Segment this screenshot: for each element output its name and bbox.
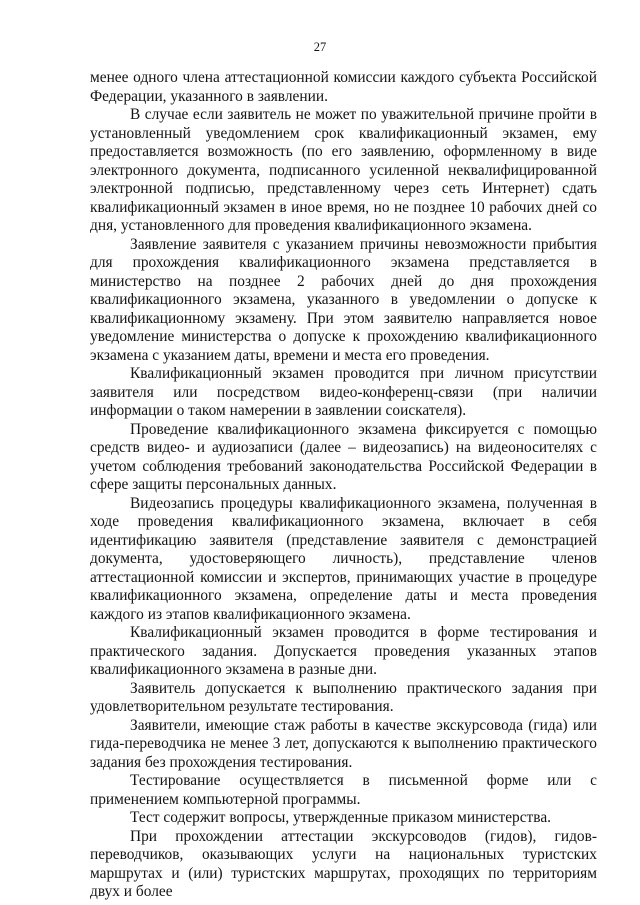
paragraph-3: Заявление заявителя с указанием причины невозможности прибытия для прохождения квалификационного экзамена представляется в министерство на позднее 2 рабочих дней до дня прохождения квалификационного экзамена, указанного в уведомлении о допуске к квалификационному экзамену. При этом заявителю направляется новое уведомление министерства о допуске к прохождению квалификационного экзамена с указанием даты, времени и места его проведения. [90, 235, 597, 364]
paragraph-1: менее одного члена аттестационной комиссии каждого субъекта Российской Федерации, указанного в заявлении. [90, 69, 597, 105]
paragraph-2: В случае если заявитель не может по уважительной причине пройти в установленный уведомлением срок квалификационный экзамен, ему предоставляется возможность (по его заявлению, оформленному в виде электронного документа, подписанного усиленной неквалифицированной электронной подписью, представленному через сеть Интернет) сдать квалификационный экзамен в иное время, но не позднее 10 рабочих дней со дня, установленного для проведения квалификационного экзамена. [90, 106, 597, 234]
paragraph-7: Квалификационный экзамен проводится в форме тестирования и практического задания. Допускается проведения указанных этапов квалификационного экзамена в разные дни. [90, 624, 597, 678]
paragraph-5: Проведение квалификационного экзамена фиксируется с помощью средств видео- и аудиозаписи (далее – видеозапись) на видеоносителях с учетом соблюдения требований законодательства Российской Федерации в сфере защиты персональных данных. [90, 420, 597, 493]
document-body [90, 69, 597, 902]
paragraph-12: При прохождении аттестации экскурсоводов (гидов), гидов-переводчиков, оказывающих услуги на национальных туристских маршрутах и (или) туристских маршрутах, проходящих по территориям двух и более [90, 827, 597, 900]
paragraph-8: Заявитель допускается к выполнению практического задания при удовлетворительном результате тестирования. [90, 679, 597, 715]
page-number: 27 [313, 40, 327, 54]
paragraph-11: Тест содержит вопросы, утвержденные приказом министерства. [130, 809, 552, 826]
paragraph-6: Видеозапись процедуры квалификационного экзамена, полученная в ходе проведения квалификационного экзамена, включает в себя идентификацию заявителя (представление заявителя с демонстрацией документа, удостоверяющего личность), представление членов аттестационной комиссии и экспертов, принимающих участие в процедуре квалификационного экзамена, определение даты и места проведения каждого из этапов квалификационного экзамена. [90, 494, 597, 623]
paragraph-9: Заявители, имеющие стаж работы в качестве экскурсовода (гида) или гида-переводчика не менее 3 лет, допускаются к выполнению практического задания без прохождения тестирования. [90, 716, 597, 771]
paragraph-4: Квалификационный экзамен проводится при личном присутствии заявителя или посредством видео-конференц-связи (при наличии информации о таком намерении в заявлении соискателя). [90, 365, 597, 419]
paragraph-10: Тестирование осуществляется в письменной форме или с применением компьютерной программы. [90, 772, 597, 808]
